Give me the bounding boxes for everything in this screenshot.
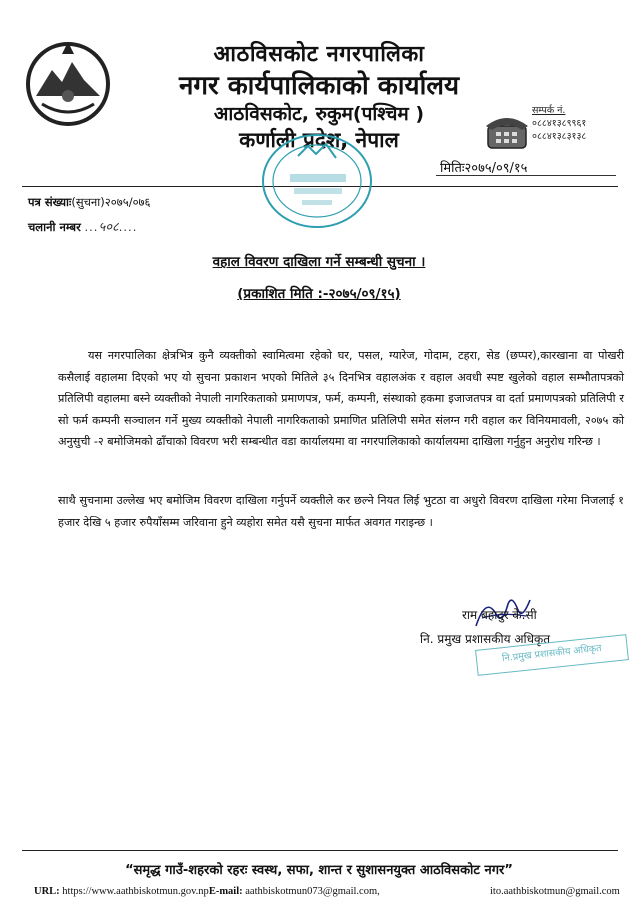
email-link[interactable]: aathbiskotmun073@gmail.com, [245,886,380,897]
contact-block [532,104,586,143]
contact-phone-2: ०८८४१३८३१३८ [532,131,587,142]
letter-date: मितिः२०७५/०९/१५ [440,161,528,176]
patra-sankhya [28,195,151,210]
published-date: (प्रकाशित मिति :-२०७५/०९/१५) [237,286,401,302]
url-label: URL: [34,886,60,897]
header-address: आठविसकोट, रुकुम(पश्चिम ) [213,103,425,125]
chalani-value: ५०८ [98,220,119,235]
header-office-title: नगर कार्यपालिकाको कार्यालय [178,71,460,101]
office-seal-icon [258,128,376,234]
footer-slogan: “समृद्ध गाउँ-शहरको रहरः स्वस्थ, सफा, शान्त र सुशासनयुक्त आठविसकोट नगर” [125,863,513,878]
footer-divider [22,850,618,851]
contact-label: सम्पर्क नं. [532,105,566,116]
chalani-number: चलानी नम्बर ...५०८.... [28,220,138,235]
header-line1: आठविसकोट नगरपालिका [213,42,425,67]
patra-label: पत्र संख्याः [28,195,72,209]
email-link-2[interactable]: ito.aathbiskotmun@gmail.com [490,886,620,897]
patra-value: (सुचना)२०७५/०७६ [71,195,151,209]
date-underline [436,175,616,176]
chalani-label: चलानी नम्बर [28,220,81,234]
email-label: E-mail: [208,886,243,897]
body-paragraph-1: यस नगरपालिका क्षेत्रभित्र कुनै व्यक्तीको स्वामित्वमा रहेको घर, पसल, ग्यारेज, गोदाम, टहरा, सेड (छप्पर),कारखाना वा पोखरी कसैलाई वहालमा दिएको भए यो सुचना प्रकाशन भएको मितिले ३५ दिनभित्र वहालअंक र वहाल अवधी स्पष्ट खुलेको वहाल सम्भौतापत्रको प्रतिलिपी वहालमा बस्ने व्यक्तीको नेपाली नागरिकताको प्रमाणपत्र, फर्म, कम्पनी, संस्थाको हकमा इजाजतपत्र वा दर्ता प्रमाणपत्रको प्रतिलिपी र सो फर्म कम्पनी सञ्चालन गर्ने मुख्य व्यक्तीको नेपाली नागरिकताको प्रमाणित प्रतिलिपी समेत संलग्न गरी वहाल कर विनियमावली, २०७५ को अनुसुची -२ बमोजिमको ढाँचाको विवरण भरी सम्बन्धीत वडा कार्यालयमा वा नगरपालिकाको कार्यालयमा दाखिला गर्नुहुन अनुरोध गरिन्छ । [58,349,624,448]
designation-stamp: नि.प्रमुख प्रशासकीय अधिकृत [475,634,629,676]
header-province: कर्णाली प्रदेश, नेपाल [239,128,399,152]
telephone-icon [484,112,530,152]
signatory-name: राम बहादुर के.सी [462,608,537,622]
notice-subject: वहाल विवरण दाखिला गर्ने सम्बन्धी सुचना । [212,254,426,270]
body-paragraph-2: साथै सुचनामा उल्लेख भए बमोजिम विवरण दाखिला गर्नुपर्ने व्यक्तीले कर छल्ने नियत लिई भुटठा वा अधुरो विवरण दाखिला गरेमा निजलाई १ हजार देखि ५ हजार रुपैयाँसम्म जरिवाना हुने व्यहोरा समेत यसै सुचना मार्फत अवगत गराइन्छ । [58,494,624,529]
signatory-title: नि. प्रमुख प्रशासकीय अधिकृत [420,632,551,646]
contact-phone-1: ०८८४१३८९९६१ [532,118,587,129]
footer-contacts [34,886,380,897]
website-link[interactable]: https://www.aathbiskotmun.gov.np [62,886,209,897]
